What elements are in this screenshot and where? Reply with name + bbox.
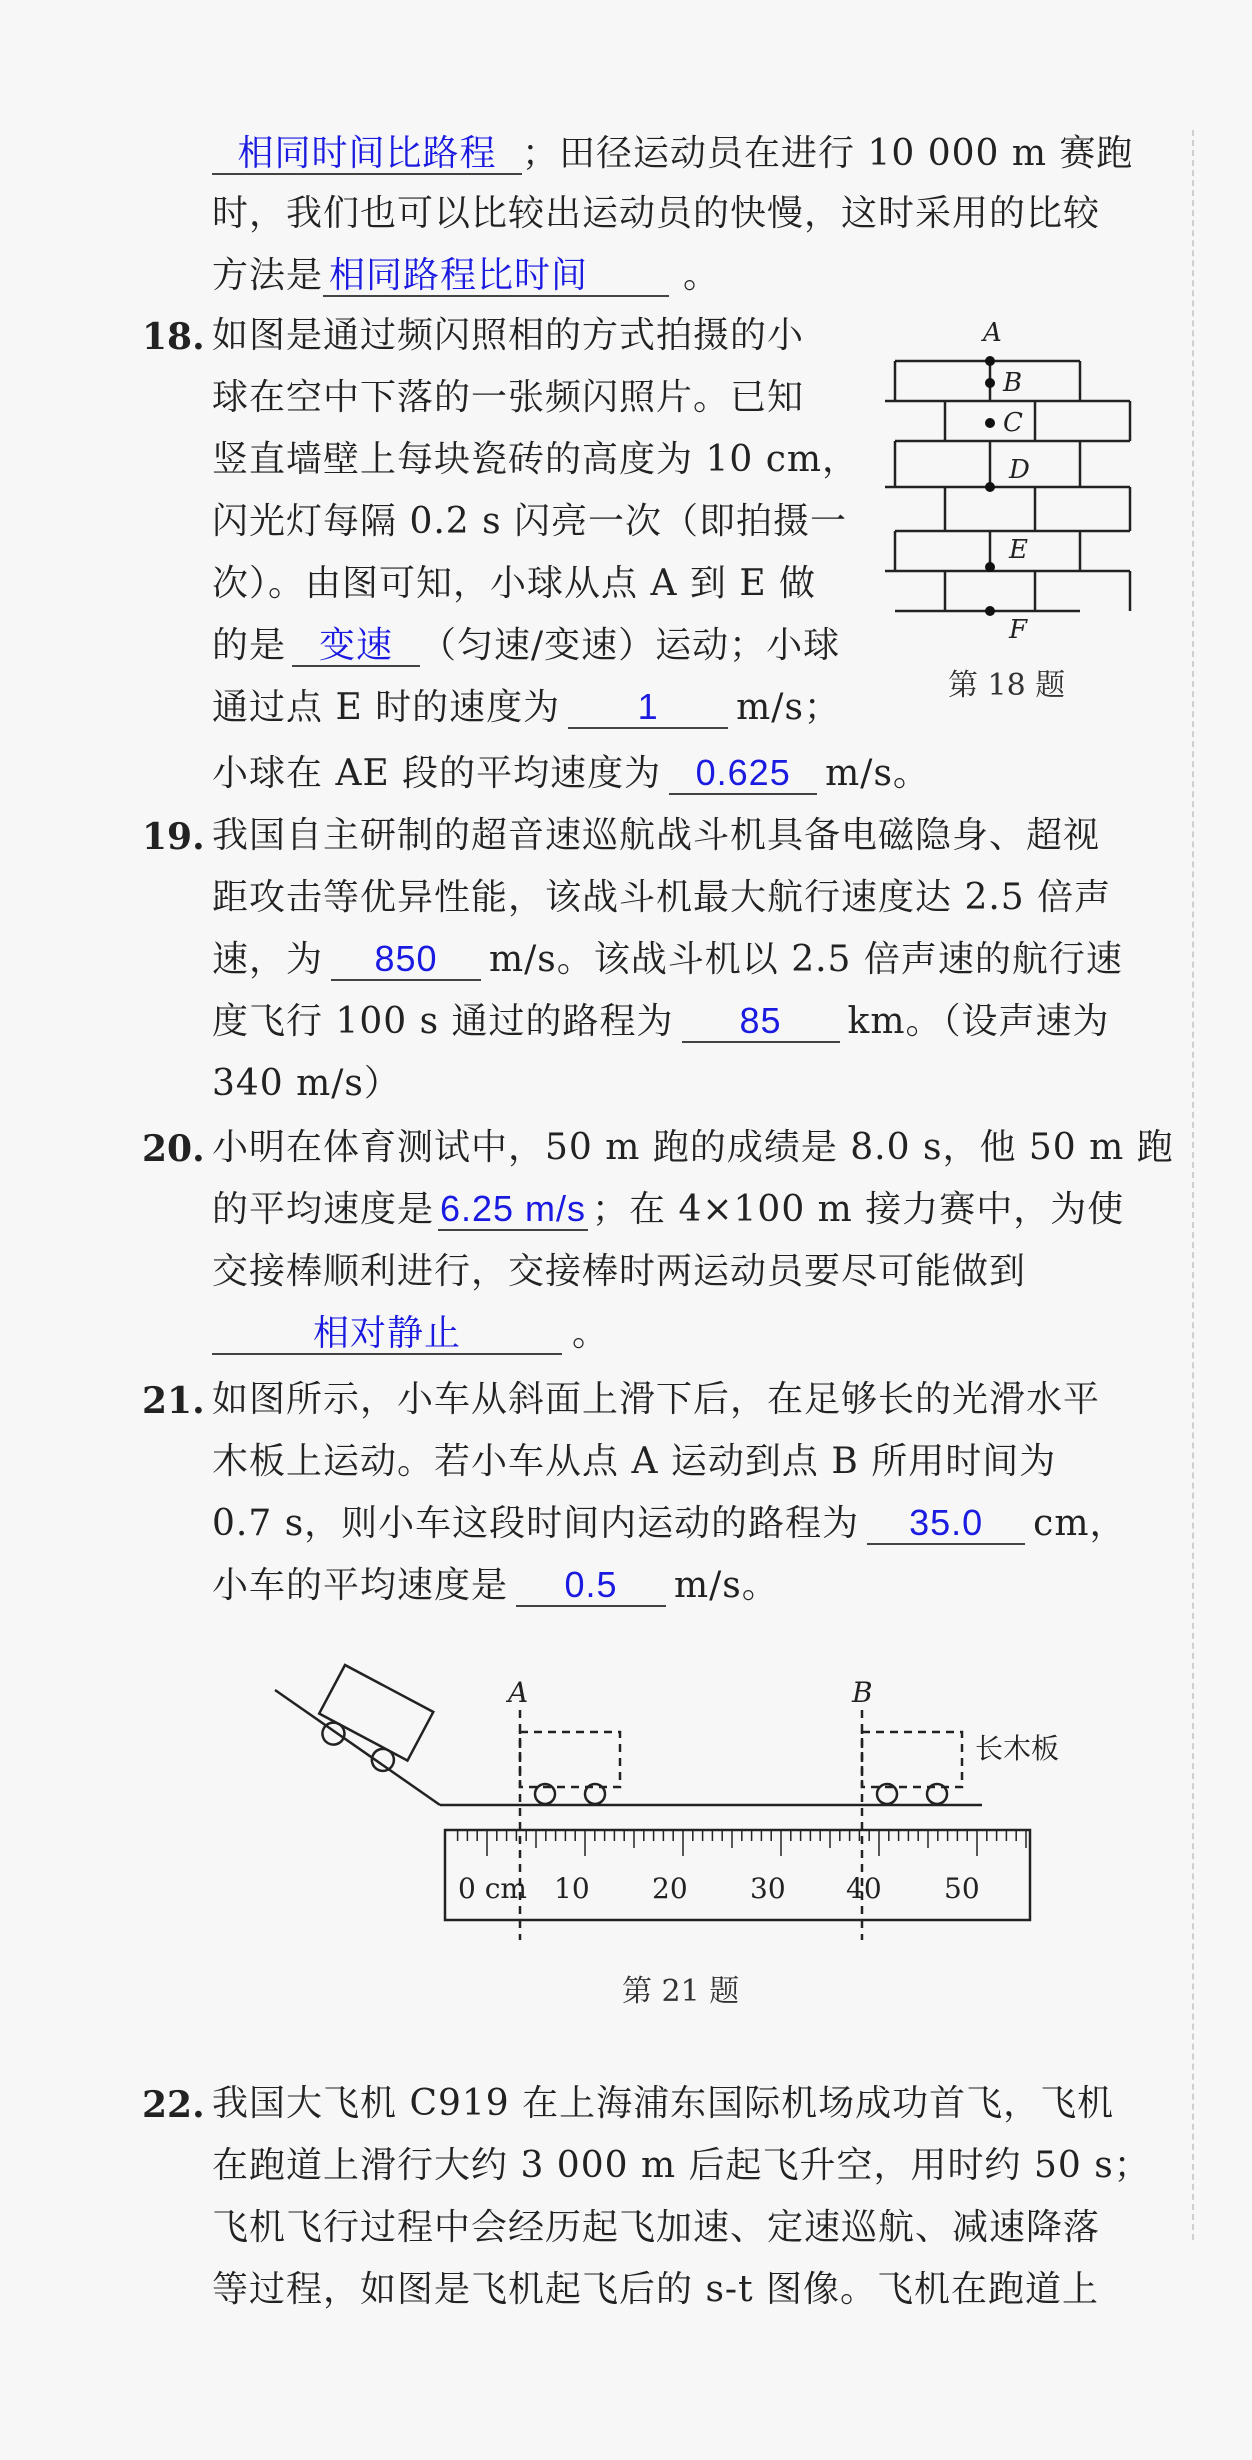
q22-line-2: 在跑道上滑行大约 3 000 m 后起飞升空，用时约 50 s；: [212, 2145, 1151, 2186]
q20-answer-1[interactable]: 6.25 m/s: [439, 1188, 587, 1229]
q17-line-3: 方法是 相同路程比时间 。: [212, 254, 721, 296]
figure-21-caption: 第 21 题: [622, 1974, 740, 2009]
q17-line-2: 时，我们也可以比较出运动员的快慢，这时采用的比较: [212, 193, 1101, 234]
q17-answer-2[interactable]: 相同路程比时间: [323, 255, 669, 297]
margin-rule: [1192, 130, 1194, 2240]
q19-answer-2[interactable]: 85: [682, 1001, 840, 1043]
cart-at-b: [862, 1732, 962, 1787]
q20-number: 20.: [142, 1128, 205, 1170]
q19-answer-1[interactable]: 850: [331, 939, 481, 981]
q20-answer-2[interactable]: 相对静止: [212, 1313, 562, 1355]
ball-d: [985, 482, 995, 492]
q18-line-1: 如图是通过频闪照相的方式拍摄的小: [212, 315, 805, 356]
q21-number: 21.: [142, 1380, 205, 1422]
q20-line-1: 小明在体育测试中，50 m 跑的成绩是 8.0 s，他 50 m 跑: [212, 1127, 1174, 1168]
q20-line-2: 的平均速度是 6.25 m/s ；在 4×100 m 接力赛中，为使: [212, 1188, 1125, 1230]
q18-line-2: 球在空中下落的一张频闪照片。已知: [212, 377, 805, 418]
label-b: B: [1003, 368, 1023, 398]
q21-line-2: 木板上运动。若小车从点 A 运动到点 B 所用时间为: [212, 1441, 1057, 1482]
label-e: E: [1009, 535, 1028, 565]
tick-50: 50: [944, 1872, 980, 1905]
label-c: C: [1003, 408, 1023, 438]
q18-line-6: 的是 变速 （匀速/变速）运动；小球: [212, 624, 841, 666]
q22-line-1: 我国大飞机 C919 在上海浦东国际机场成功首飞，飞机: [212, 2083, 1115, 2124]
q18-answer-1[interactable]: 变速: [292, 625, 420, 667]
q18-line-8: 小球在 AE 段的平均速度为 0.625 m/s。: [212, 752, 930, 794]
tick-20: 20: [652, 1872, 688, 1905]
q19-line-5: 340 m/s）: [212, 1063, 401, 1104]
ball-f: [985, 606, 995, 616]
tick-30: 30: [750, 1872, 786, 1905]
q18-line-7: 通过点 E 时的速度为 1 m/s；: [212, 686, 841, 728]
q21-line-4: 小车的平均速度是 0.5 m/s。: [212, 1564, 779, 1606]
label-f: F: [1009, 615, 1028, 645]
q18-line-5: 次）。由图可知，小球从点 A 到 E 做: [212, 563, 817, 604]
q20-line-4: 相对静止 。: [212, 1310, 609, 1358]
brick-wall: [885, 361, 1130, 611]
ruler: [445, 1830, 1030, 1920]
board-label: 长木板: [975, 1732, 1060, 1765]
q17-line-1: 相同时间比路程 ；田径运动员在进行 10 000 m 赛跑: [212, 130, 1133, 178]
q18-answer-3[interactable]: 0.625: [669, 753, 817, 795]
q18-line-4: 闪光灯每隔 0.2 s 闪亮一次（即拍摄一: [212, 501, 848, 542]
q22-line-3: 飞机飞行过程中会经历起飞加速、定速巡航、减速降落: [212, 2207, 1101, 2248]
q22-number: 22.: [142, 2084, 205, 2126]
label-b: B: [852, 1676, 873, 1709]
brick-wall-figure: [885, 315, 1145, 645]
ball-c: [985, 418, 995, 428]
tick-0: 0 cm: [458, 1872, 527, 1905]
q18-number: 18.: [142, 316, 205, 358]
q19-line-3: 速，为 850 m/s。该战斗机以 2.5 倍声速的航行速: [212, 938, 1123, 980]
tick-40: 40: [846, 1872, 882, 1905]
q18-line-3: 竖直墙壁上每块瓷砖的高度为 10 cm，: [212, 439, 859, 480]
tick-10: 10: [554, 1872, 590, 1905]
label-a: A: [983, 318, 1002, 348]
cart-at-a: [520, 1732, 620, 1787]
q19-number: 19.: [142, 816, 205, 858]
q19-line-4: 度飞行 100 s 通过的路程为 85 km。（设声速为: [212, 1000, 1110, 1042]
q21-answer-2[interactable]: 0.5: [516, 1565, 666, 1607]
ball-a: [985, 356, 995, 366]
q22-line-4: 等过程，如图是飞机起飞后的 s-t 图像。飞机在跑道上: [212, 2269, 1099, 2310]
q21-line-1: 如图所示，小车从斜面上滑下后，在足够长的光滑水平: [212, 1379, 1101, 1420]
q19-line-2: 距攻击等优异性能，该战斗机最大航行速度达 2.5 倍声: [212, 877, 1112, 918]
label-d: D: [1009, 455, 1030, 485]
q18-answer-2[interactable]: 1: [568, 687, 728, 729]
q21-answer-1[interactable]: 35.0: [867, 1503, 1025, 1545]
figure-18-caption: 第 18 题: [948, 668, 1066, 703]
cart-ruler-figure: [270, 1640, 1060, 1960]
q21-line-3: 0.7 s，则小车这段时间内运动的路程为 35.0 cm，: [212, 1502, 1127, 1544]
q19-line-1: 我国自主研制的超音速巡航战斗机具备电磁隐身、超视: [212, 815, 1101, 856]
ball-e: [985, 562, 995, 572]
ruler-ticks: [458, 1830, 1026, 1856]
q17-answer-1[interactable]: 相同时间比路程: [212, 133, 522, 175]
ball-b: [985, 378, 995, 388]
q20-line-3: 交接棒顺利进行，交接棒时两运动员要尽可能做到: [212, 1251, 1027, 1292]
label-a: A: [508, 1676, 529, 1709]
cart-on-incline: [309, 1665, 433, 1780]
